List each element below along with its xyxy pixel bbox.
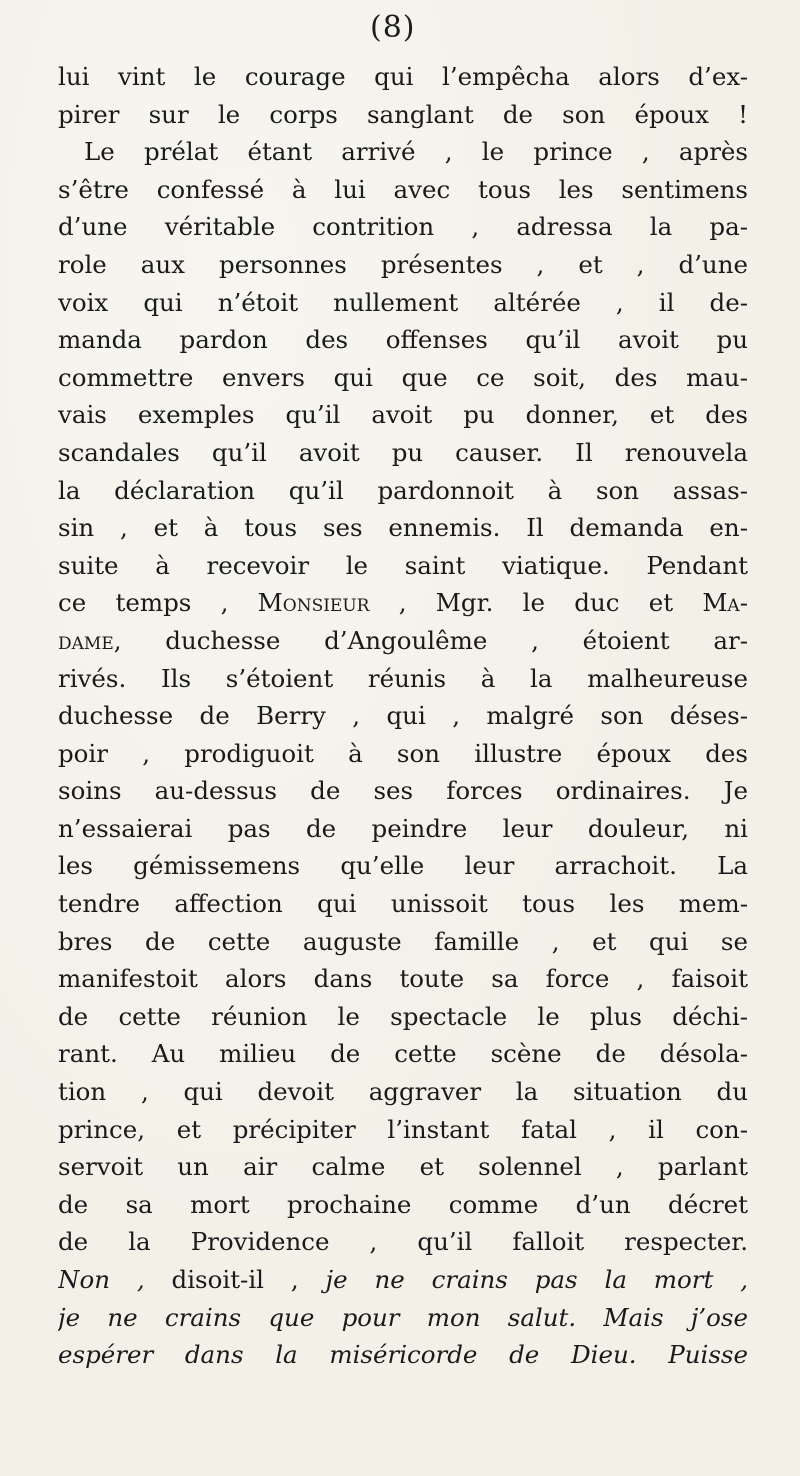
text-run: je ne crains pas la mort , xyxy=(325,1265,748,1294)
text-line: s’être confessé à lui avec tous les sentimens xyxy=(58,174,748,204)
text-line: tendre affection qui unissoit tous les mem- xyxy=(58,889,748,919)
text-run: , Mgr. le duc et xyxy=(369,588,703,618)
text-line: prince, et précipiter l’instant fatal , il con- xyxy=(58,1114,748,1144)
text-line: voix qui n’étoit nullement altérée , il de- xyxy=(58,287,748,317)
text-line: les gémissemens qu’elle leur arrachoit. La xyxy=(58,851,748,881)
text-line: bres de cette auguste famille , et qui se xyxy=(58,926,748,956)
text-line: soins au-dessus de ses forces ordinaires. Je xyxy=(58,776,748,806)
text-line: la déclaration qu’il pardonnoit à son assas- xyxy=(58,475,748,505)
text-line xyxy=(58,584,748,622)
text-line: role aux personnes présentes , et , d’une xyxy=(58,249,748,279)
text-run: Ma- xyxy=(702,588,748,618)
text-line: de cette réunion le spectacle le plus déchi- xyxy=(58,1001,748,1031)
text-line: scandales qu’il avoit pu causer. Il renouvela xyxy=(58,437,748,467)
text-line: sin , et à tous ses ennemis. Il demanda en- xyxy=(58,513,748,543)
text-line: rivés. Ils s’étoient réunis à la malheureuse xyxy=(58,663,748,693)
text-line: suite à recevoir le saint viatique. Pendant xyxy=(58,550,748,580)
text-line: commettre envers qui que ce soit, des mau- xyxy=(58,362,748,392)
text-run: je ne crains que pour mon salut. Mais j’ose xyxy=(58,1302,748,1332)
text-line xyxy=(58,1336,748,1374)
text-line: poir , prodiguoit à son illustre époux des xyxy=(58,738,748,768)
text-line xyxy=(58,1299,748,1337)
text-line: d’une véritable contrition , adressa la pa- xyxy=(58,212,748,242)
text-line: de la Providence , qu’il falloit respecter. xyxy=(58,1227,748,1257)
text-line: duchesse de Berry , qui , malgré son déses- xyxy=(58,701,748,731)
text-line: n’essaierai pas de peindre leur douleur, ni xyxy=(58,813,748,843)
page-number: (8) xyxy=(370,10,416,45)
text-line xyxy=(58,1261,748,1299)
text-line: vais exemples qu’il avoit pu donner, et des xyxy=(58,400,748,430)
text-line: Le prélat étant arrivé , le prince , après xyxy=(84,137,748,167)
text-run: , duchesse d’Angoulême , étoient ar- xyxy=(113,625,748,655)
text-line xyxy=(58,622,748,660)
text-run: disoit-il , xyxy=(144,1265,326,1294)
text-run: ce temps , xyxy=(58,588,258,618)
text-run: dame xyxy=(58,625,114,655)
text-run: Monsieur xyxy=(257,588,370,618)
text-run: espérer dans la miséricorde de Dieu. Puisse xyxy=(58,1340,748,1370)
text-run: Non , xyxy=(58,1265,145,1294)
text-line: manda pardon des offenses qu’il avoit pu xyxy=(58,325,748,355)
body-text xyxy=(58,58,748,1374)
text-line: manifestoit alors dans toute sa force , faisoit xyxy=(58,964,748,994)
text-line: pirer sur le corps sanglant de son époux ! xyxy=(58,99,748,129)
text-line: rant. Au milieu de cette scène de désola- xyxy=(58,1039,748,1069)
text-line: de sa mort prochaine comme d’un décret xyxy=(58,1189,748,1219)
text-line: servoit un air calme et solennel , parlant xyxy=(58,1152,748,1182)
text-line: tion , qui devoit aggraver la situation du xyxy=(58,1077,748,1107)
text-line: lui vint le courage qui l’empêcha alors d’ex- xyxy=(58,62,748,91)
